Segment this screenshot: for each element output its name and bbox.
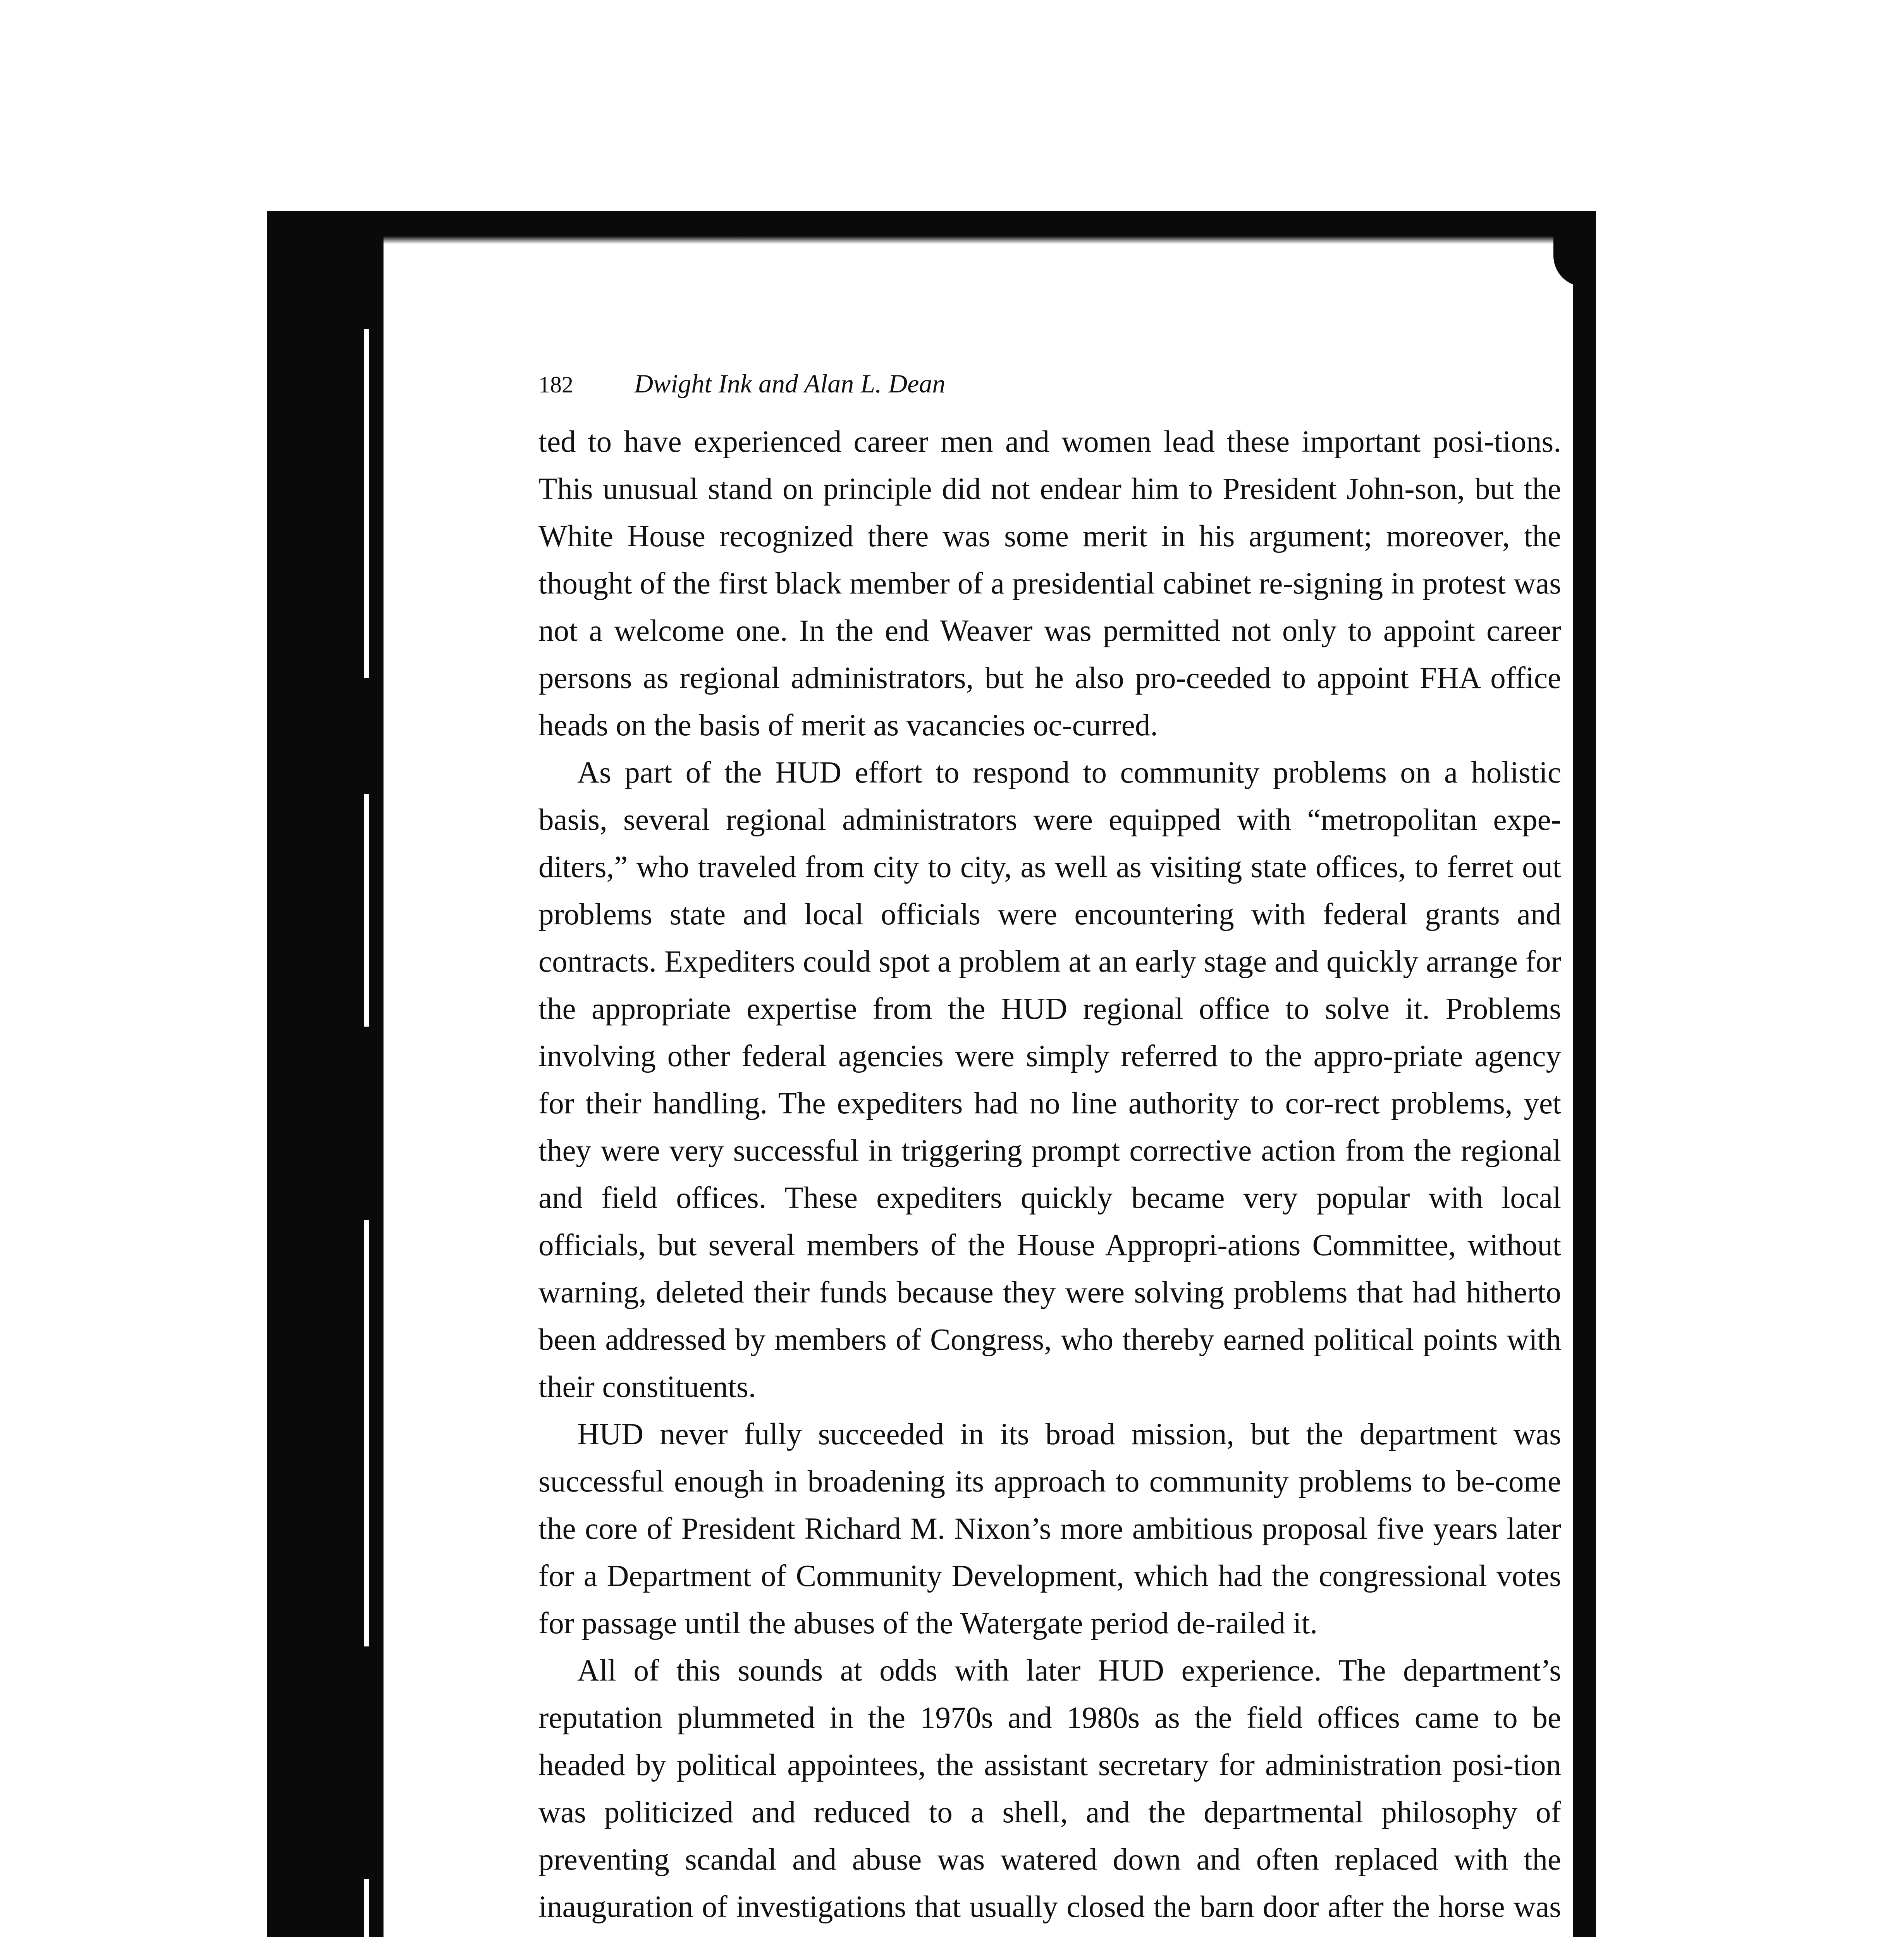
paragraph: As part of the HUD effort to respond to community problems on a holistic basis, several regional administrators were equipped with “metropolitan expe-diters,” who traveled from city to city, as well as visiting state offices, to ferret out problems state and local officials were encountering with federal grants and contracts. Expediters could spot a problem at an early stage and quickly arrange for the appropriate expertise from the HUD regional office to solve it. Problems involving other federal agencies were simply referred to the appro-priate agency for their handling. The expediters had no line authority to cor-rect problems, yet they were very successful in triggering prompt corrective action from the regional and field offices. These expediters quickly became very popular with local officials, but several members of the House Appropri-ations Committee, without warning, deleted their funds because they were solving problems that had hitherto been addressed by members of Congress, who thereby earned political points with their constituents. — [538, 756, 1561, 1404]
paragraph: HUD never fully succeeded in its broad mission, but the department was successful enough in broadening its approach to community problems to be-come the core of President Richard M. Nixon’s more ambitious proposal five years later for a Department of Community Development, which had the congressional votes for passage until the abuses of the Watergate period de-railed it. — [538, 1417, 1561, 1640]
scan-border-top — [267, 211, 1596, 234]
scan-page-curl-top — [1553, 225, 1584, 287]
scan-streak — [364, 794, 369, 1027]
running-head-authors: Dwight Ink and Alan L. Dean — [634, 369, 946, 398]
running-head — [538, 360, 1561, 407]
book-page — [538, 360, 1561, 1937]
scan-streak — [364, 1879, 369, 1937]
scan-border-right — [1573, 211, 1596, 1937]
scan-streak — [364, 329, 369, 678]
body-text — [538, 418, 1561, 1937]
scan-shadow-top — [384, 232, 1596, 244]
page-number: 182 — [538, 372, 573, 397]
scan-book-gutter-left — [267, 213, 384, 1937]
paragraph: All of this sounds at odds with later HUD experience. The department’s reputation plummeted in the 1970s and 1980s as the field offices came to be headed by political appointees, the assistant secretary for administration posi-tion was politicized and reduced to a shell, and the departmental philosophy of preventing scandal and abuse was watered down and often replaced with the inauguration of investigations that usually closed the barn door after the horse was — [538, 1654, 1561, 1924]
scan-streak — [364, 1220, 369, 1646]
paragraph-continued: ted to have experienced career men and women lead these important posi-tions. This unusual stand on principle did not endear him to President John-son, but the White House recognized there was some merit in his argument; moreover, the thought of the first black member of a presidential cabinet re-signing in protest was not a welcome one. In the end Weaver was permitted not only to appoint career persons as regional administrators, but he also pro-ceeded to appoint FHA office heads on the basis of merit as vacancies oc-curred. — [538, 425, 1561, 742]
